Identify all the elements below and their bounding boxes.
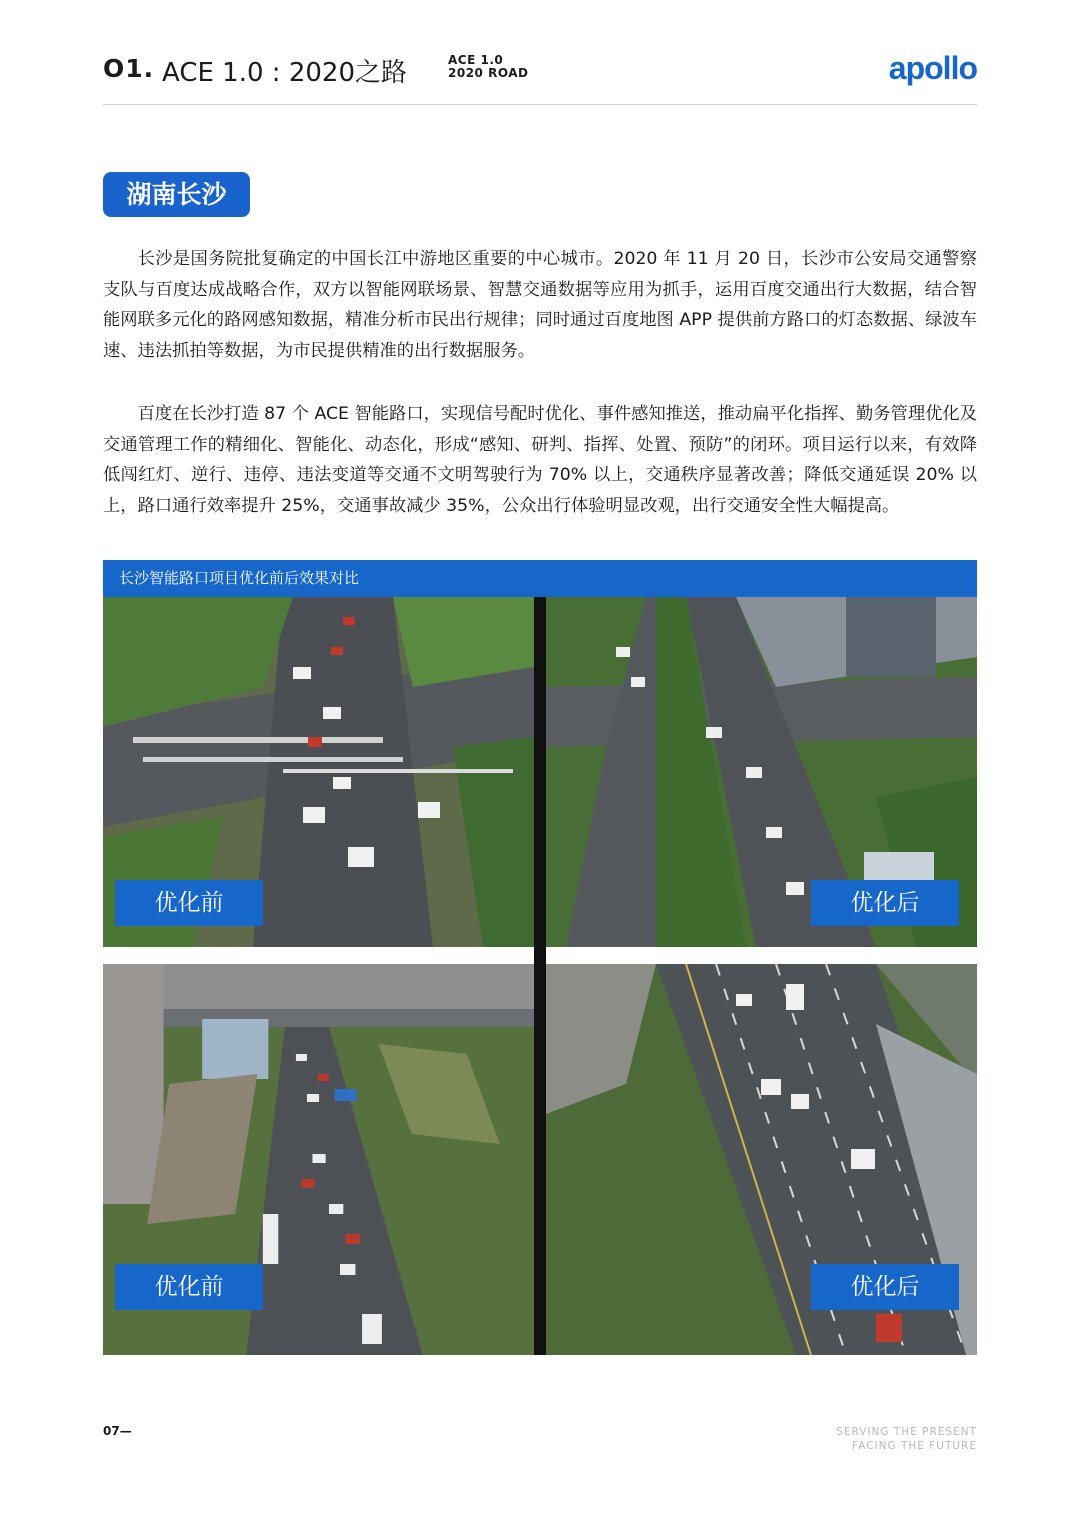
figure-caption: 长沙智能路口项目优化前后效果对比 <box>103 560 977 597</box>
chapter-english-line-2: 2020 ROAD <box>448 66 529 80</box>
page-header <box>103 48 977 105</box>
section-title: 湖南长沙 <box>103 172 250 217</box>
photo-column-divider <box>534 597 546 1355</box>
photo-label-after-2: 优化后 <box>811 1264 959 1310</box>
photo-before-congestion <box>103 964 534 1355</box>
chapter-number: O1. <box>103 54 155 83</box>
page-number: 07— <box>103 1424 132 1438</box>
photo-after-road <box>546 964 977 1355</box>
chapter-title: ACE 1.0 : 2020之路 <box>162 58 407 88</box>
paragraph-intro: 长沙是国务院批复确定的中国长江中游地区重要的中心城市。2020 年 11 月 20 日，长沙市公安局交通警察支队与百度达成战略合作，双方以智能网联场景、智慧交通数据等应用为抓手，运用百度交通出行大数据，结合智能网联多元化的路网感知数据，精准分析市民出行规律；同时通过百度地图 APP 提供前方路口的灯态数据、绿波车速、违法抓拍等数据，为市民提供精准的出行数据服务。 <box>103 249 977 361</box>
comparison-figure <box>103 560 977 1355</box>
photo-label-before: 优化前 <box>115 880 263 926</box>
slogan-line-1: SERVING THE PRESENT <box>836 1426 977 1438</box>
photo-label-after: 优化后 <box>811 880 959 926</box>
footer-slogan <box>836 1425 977 1453</box>
paragraph-results: 百度在长沙打造 87 个 ACE 智能路口，实现信号配时优化、事件感知推送，推动扁平化指挥、勤务管理优化及交通管理工作的精细化、智能化、动态化，形成“感知、研判、指挥、处置、预防”的闭环。项目运行以来，有效降低闯红灯、逆行、违停、违法变道等交通不文明驾驶行为 70% 以上，交通秩序显著改善；降低交通延误 20% 以上，路口通行效率提升 25%，交通事故减少 35%，公众出行体验明显改观，出行交通安全性大幅提高。 <box>103 404 977 516</box>
chapter-english-line-1: ACE 1.0 <box>448 53 504 67</box>
photo-label-before-2: 优化前 <box>115 1264 263 1310</box>
apollo-logo: apollo <box>888 50 977 86</box>
photo-after-avenue <box>546 597 977 947</box>
photo-before-intersection <box>103 597 534 947</box>
slogan-line-2: FACING THE FUTURE <box>852 1440 977 1452</box>
chapter-english-title <box>448 54 528 80</box>
